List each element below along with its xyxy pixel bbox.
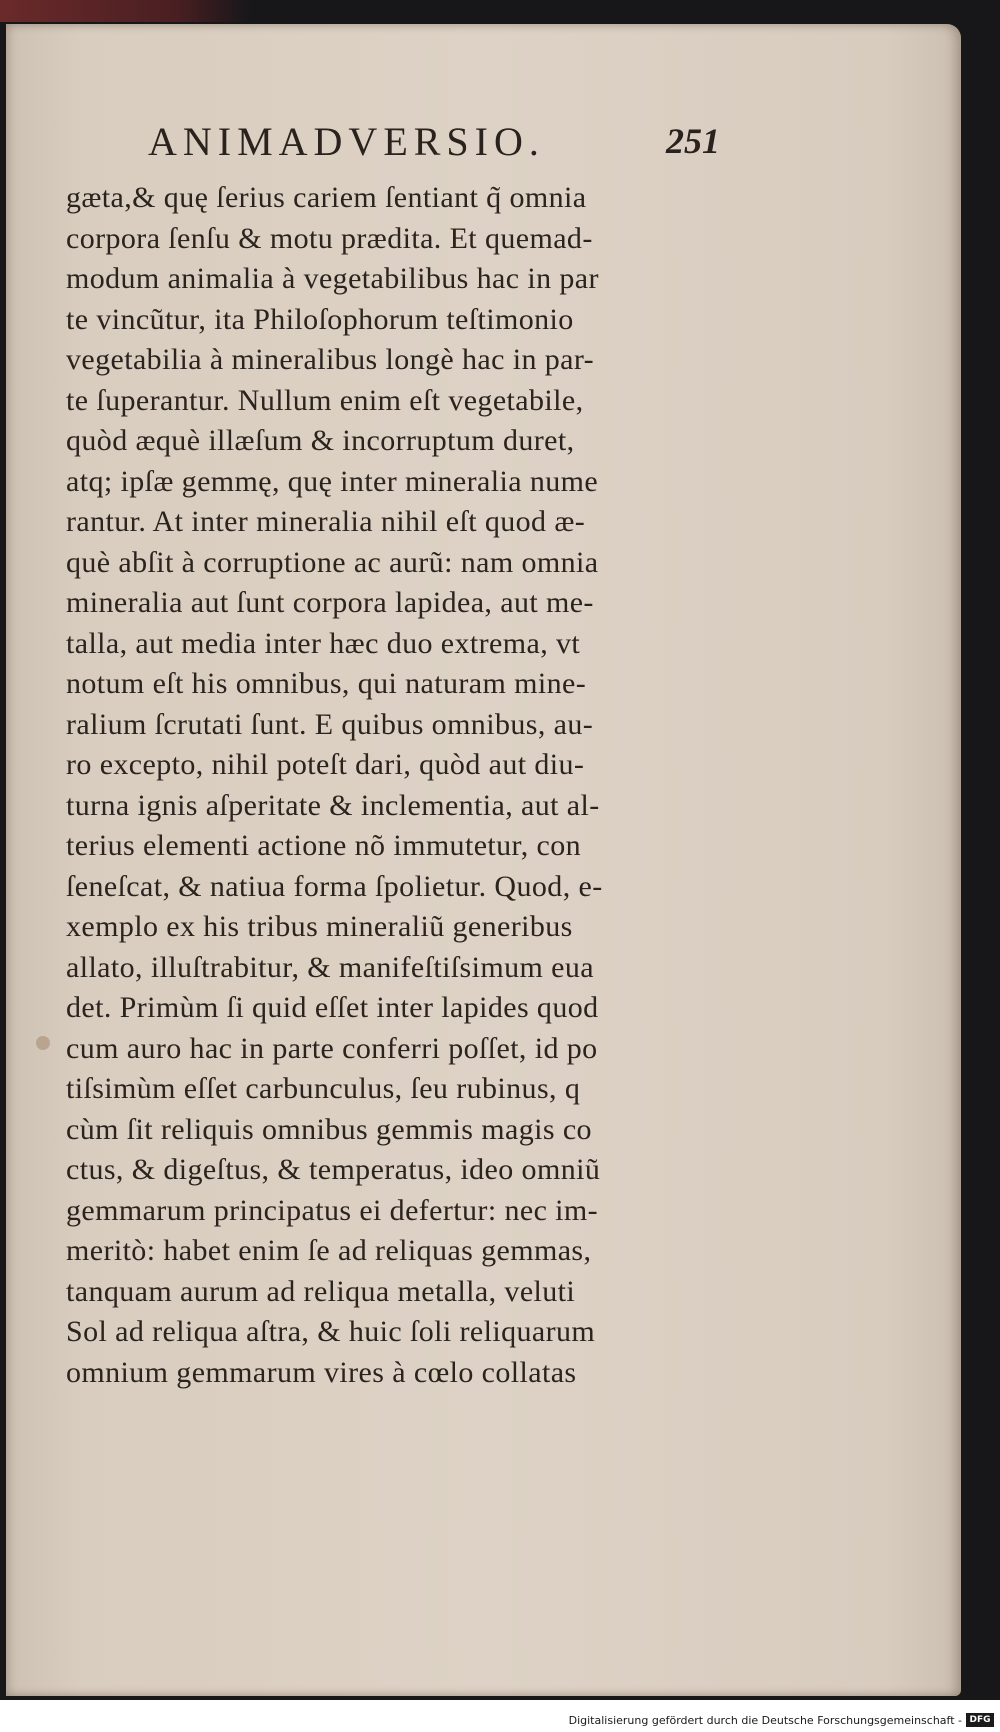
text-line: omnium gemmarum vires à cœlo collatas bbox=[66, 1355, 577, 1389]
text-line: corpora ſenſu & motu prædita. Et quemad- bbox=[66, 221, 593, 255]
text-line: turna ignis aſperitate & inclementia, aut al- bbox=[66, 788, 600, 822]
text-line: ctus, & digeſtus, & temperatus, ideo omniũ bbox=[66, 1153, 601, 1186]
text-line: ro excepto, nihil poteſt dari, quòd aut diu- bbox=[66, 748, 585, 781]
text-line: mineralia aut ſunt corpora lapidea, aut me- bbox=[66, 586, 594, 619]
margin-stain bbox=[36, 1036, 50, 1050]
text-line: què abſit à corruptione ac aurũ: nam omnia bbox=[66, 545, 599, 579]
text-line: quòd æquè illæſum & incorruptum duret, bbox=[66, 424, 575, 457]
text-line: rantur. At inter mineralia nihil eſt quod æ- bbox=[66, 505, 586, 538]
text-line: cùm ſit reliquis omnibus gemmis magis co bbox=[66, 1112, 592, 1146]
text-line: vegetabilia à mineralibus longè hac in par- bbox=[66, 343, 595, 376]
text-line: cum auro hac in parte conferri poſſet, id po bbox=[66, 1031, 598, 1065]
book-edge-strip bbox=[0, 0, 250, 22]
page-header bbox=[148, 118, 728, 178]
running-title: ANIMADVERSIO. bbox=[148, 119, 545, 164]
text-line: meritò: habet enim ſe ad reliquas gemmas, bbox=[66, 1234, 592, 1267]
text-line: ſeneſcat, & natiua forma ſpolietur. Quod, e- bbox=[66, 869, 603, 903]
dfg-logo: DFG bbox=[966, 1713, 994, 1727]
text-line: atq; ipſæ gemmę, quę inter mineralia nume bbox=[66, 464, 599, 498]
text-line: notum eſt his omnibus, qui naturam mine- bbox=[66, 667, 587, 700]
text-line: gæta,& quę ſerius cariem ſentiant q̃ omnia bbox=[66, 181, 587, 214]
text-line: modum animalia à vegetabilibus hac in par bbox=[66, 262, 599, 295]
text-line: allato, illuſtrabitur, & manifeſtiſsimum eua bbox=[66, 950, 594, 984]
text-line: te vincũtur, ita Philoſophorum teſtimonio bbox=[66, 302, 574, 336]
digitization-credit: Digitalisierung gefördert durch die Deutsche Forschungsgemeinschaft - bbox=[568, 1714, 962, 1727]
text-line: talla, aut media inter hæc duo extrema, vt bbox=[66, 626, 581, 660]
text-line: tiſsimùm eſſet carbunculus, ſeu rubinus, q bbox=[66, 1072, 581, 1105]
text-line: terius elementi actione nõ immutetur, con bbox=[66, 829, 582, 862]
text-line: Sol ad reliqua aſtra, & huic ſoli reliquarum bbox=[66, 1315, 596, 1348]
text-line: tanquam aurum ad reliqua metalla, veluti bbox=[66, 1274, 576, 1308]
text-line: xemplo ex his tribus mineraliũ generibus bbox=[66, 910, 573, 943]
text-line: ralium ſcrutati ſunt. E quibus omnibus, au- bbox=[66, 707, 594, 741]
body-text bbox=[66, 178, 746, 1393]
text-line: det. Primùm ſi quid eſſet inter lapides quod bbox=[66, 991, 599, 1024]
page-number: 251 bbox=[666, 121, 720, 161]
text-line: gemmarum principatus ei defertur: nec im- bbox=[66, 1193, 599, 1227]
text-line: te ſuperantur. Nullum enim eſt vegetabile, bbox=[66, 383, 584, 417]
